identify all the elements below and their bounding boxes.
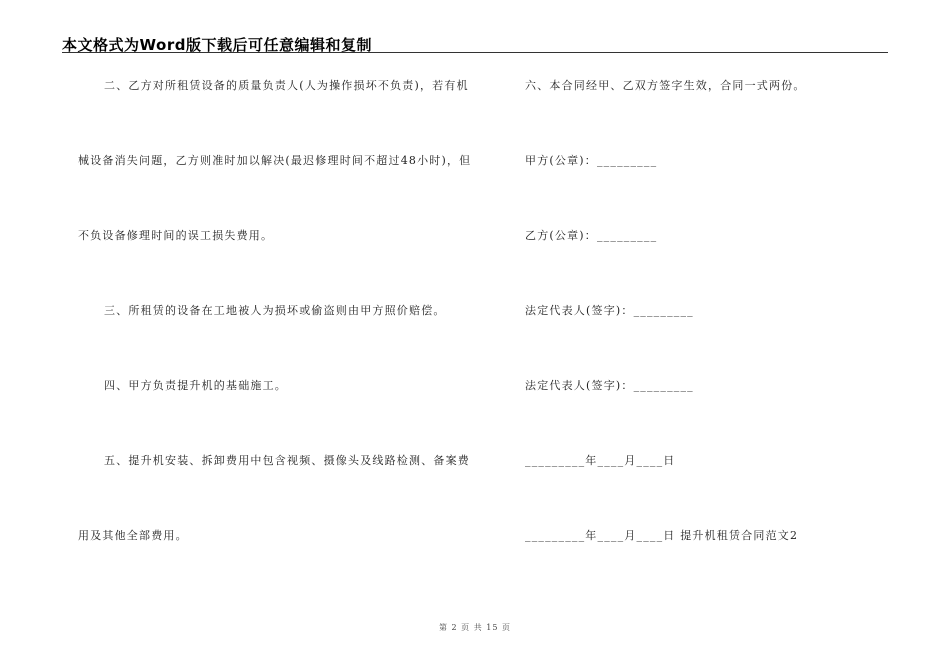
left-paragraph-5-line-1: 五、提升机安装、拆卸费用中包含视频、摄像头及线路检测、备案费 — [104, 454, 470, 467]
left-paragraph-2-line-1: 二、乙方对所租赁设备的质量负责人(人为操作损坏不负责)，若有机 — [104, 79, 469, 92]
date-line-1: _________年____月____日 — [525, 454, 676, 467]
party-a-seal-line: 甲方(公章)：_________ — [525, 154, 658, 167]
legal-representative-signature-line-1: 法定代表人(签字)：_________ — [525, 304, 694, 317]
document-header-title: 本文格式为Word版下载后可任意编辑和复制 — [62, 36, 372, 54]
left-paragraph-3: 三、所租赁的设备在工地被人为损坏或偷盗则由甲方照价赔偿。 — [104, 304, 446, 317]
party-b-seal-line: 乙方(公章)：_________ — [525, 229, 658, 242]
legal-representative-signature-line-2: 法定代表人(签字)：_________ — [525, 379, 694, 392]
left-paragraph-2-line-3: 不负设备修理时间的误工损失费用。 — [78, 229, 274, 242]
left-paragraph-2-line-2: 械设备消失问题，乙方则准时加以解决(最迟修理时间不超过48小时)，但 — [78, 154, 472, 167]
left-paragraph-5-line-2: 用及其他全部费用。 — [78, 529, 188, 542]
page-number-footer: 第 2 页 共 15 页 — [439, 623, 511, 632]
header-divider — [62, 52, 888, 53]
date-line-2-with-next-title: _________年____月____日 提升机租赁合同范文2 — [525, 529, 799, 542]
left-paragraph-4: 四、甲方负责提升机的基础施工。 — [104, 379, 287, 392]
right-paragraph-6: 六、本合同经甲、乙双方签字生效，合同一式两份。 — [525, 79, 806, 92]
